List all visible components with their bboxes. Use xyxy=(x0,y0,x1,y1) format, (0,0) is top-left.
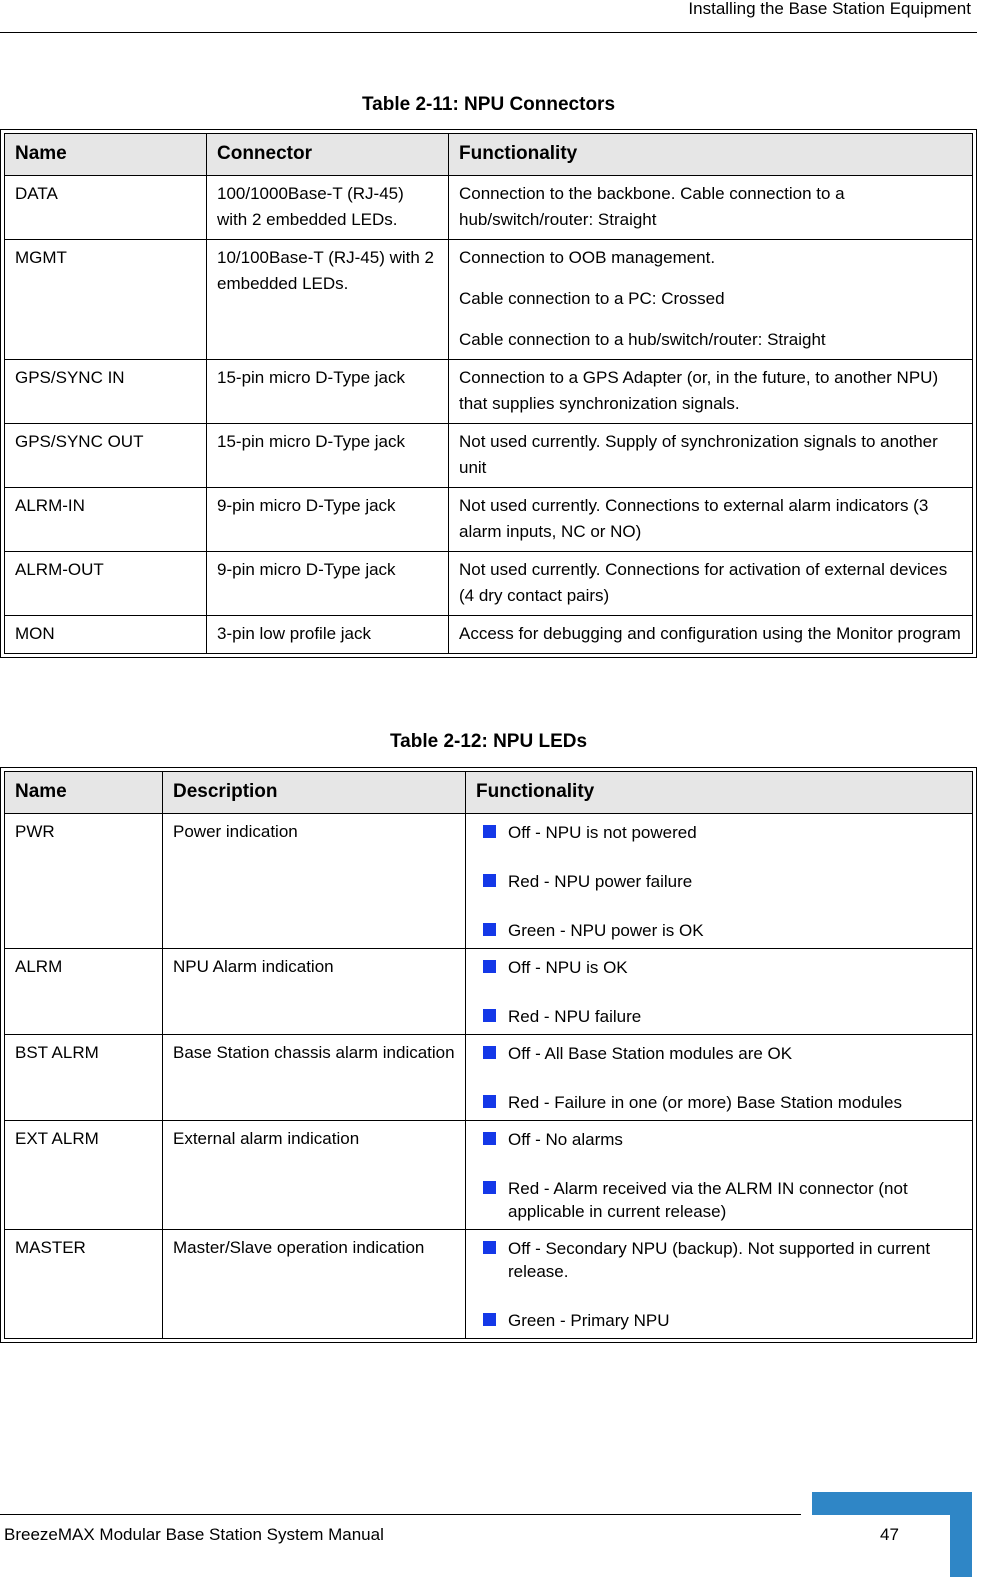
row-connector: 9-pin micro D-Type jack xyxy=(207,488,449,552)
functionality-text: Not used currently. Supply of synchronization signals to another unit xyxy=(459,432,938,477)
row-name: ALRM-IN xyxy=(5,488,207,552)
list-item xyxy=(476,1309,962,1332)
list-item xyxy=(476,1042,962,1065)
functionality-text: Access for debugging and configuration using the Monitor program xyxy=(459,624,961,643)
row-functionality xyxy=(466,814,973,949)
row-functionality xyxy=(449,424,973,488)
row-functionality xyxy=(449,176,973,240)
bullet-text: Red - Alarm received via the ALRM IN connector (not applicable in current release) xyxy=(508,1179,908,1221)
row-name: MON xyxy=(5,616,207,654)
row-connector: 10/100Base-T (RJ-45) with 2 embedded LEDs. xyxy=(207,240,449,360)
functionality-text: Not used currently. Connections to external alarm indicators (3 alarm inputs, NC or NO) xyxy=(459,496,929,541)
square-bullet-icon xyxy=(483,1241,496,1254)
row-functionality xyxy=(449,488,973,552)
leds-header-row xyxy=(5,772,973,814)
row-name: ALRM xyxy=(5,949,163,1035)
row-name: DATA xyxy=(5,176,207,240)
column-header-description: Description xyxy=(163,772,466,814)
table-row xyxy=(5,616,973,654)
list-item xyxy=(476,1237,962,1283)
functionality-text: Connection to OOB management. xyxy=(459,248,716,267)
leds-table xyxy=(0,767,977,1343)
bullet-text: Green - Primary NPU xyxy=(508,1311,670,1330)
corner-accent-side xyxy=(950,1492,972,1577)
list-item xyxy=(476,870,962,893)
page-header xyxy=(0,0,977,33)
row-connector: 100/1000Base-T (RJ-45) with 2 embedded LEDs. xyxy=(207,176,449,240)
row-functionality xyxy=(449,360,973,424)
square-bullet-icon xyxy=(483,1181,496,1194)
table-row xyxy=(5,240,973,360)
table-row xyxy=(5,176,973,240)
row-description: External alarm indication xyxy=(163,1121,466,1230)
table-row xyxy=(5,949,973,1035)
square-bullet-icon xyxy=(483,874,496,887)
functionality-text: Cable connection to a PC: Crossed xyxy=(459,289,725,308)
row-name: MGMT xyxy=(5,240,207,360)
bullet-text: Off - NPU is not powered xyxy=(508,823,697,842)
row-connector: 9-pin micro D-Type jack xyxy=(207,552,449,616)
footer-divider xyxy=(0,1514,801,1515)
corner-accent-bar xyxy=(812,1492,972,1515)
list-item xyxy=(476,1005,962,1028)
row-functionality xyxy=(466,1121,973,1230)
bullet-text: Off - NPU is OK xyxy=(508,958,628,977)
list-item xyxy=(476,1177,962,1223)
row-functionality xyxy=(449,240,973,360)
table-row xyxy=(5,1121,973,1230)
bullet-text: Red - NPU failure xyxy=(508,1007,642,1026)
list-item xyxy=(476,821,962,844)
section-title: Installing the Base Station Equipment xyxy=(688,0,971,18)
row-connector: 15-pin micro D-Type jack xyxy=(207,424,449,488)
bullet-text: Green - NPU power is OK xyxy=(508,921,704,940)
table-row xyxy=(5,814,973,949)
bullet-text: Red - Failure in one (or more) Base Station modules xyxy=(508,1093,903,1112)
table-row xyxy=(5,424,973,488)
page-number: 47 xyxy=(880,1525,899,1544)
row-connector: 15-pin micro D-Type jack xyxy=(207,360,449,424)
column-header-name: Name xyxy=(5,134,207,176)
column-header-functionality: Functionality xyxy=(449,134,973,176)
row-functionality xyxy=(449,552,973,616)
bullet-text: Off - Secondary NPU (backup). Not supported in current release. xyxy=(508,1239,931,1281)
row-description: Power indication xyxy=(163,814,466,949)
connectors-table xyxy=(0,129,977,658)
connectors-table-caption: Table 2-11: NPU Connectors xyxy=(361,94,616,115)
row-description: Base Station chassis alarm indication xyxy=(163,1035,466,1121)
square-bullet-icon xyxy=(483,1132,496,1145)
leds-table-caption: Table 2-12: NPU LEDs xyxy=(389,731,588,752)
square-bullet-icon xyxy=(483,1046,496,1059)
table-row xyxy=(5,488,973,552)
square-bullet-icon xyxy=(483,1009,496,1022)
row-name: MASTER xyxy=(5,1230,163,1339)
table-row xyxy=(5,1035,973,1121)
functionality-text: Connection to a GPS Adapter (or, in the future, to another NPU) that supplies synchronization signals. xyxy=(459,368,939,413)
list-item xyxy=(476,1128,962,1151)
row-name: BST ALRM xyxy=(5,1035,163,1121)
column-header-functionality: Functionality xyxy=(466,772,973,814)
column-header-connector: Connector xyxy=(207,134,449,176)
table-row xyxy=(5,1230,973,1339)
bullet-text: Red - NPU power failure xyxy=(508,872,693,891)
square-bullet-icon xyxy=(483,960,496,973)
list-item xyxy=(476,956,962,979)
row-functionality xyxy=(466,949,973,1035)
row-functionality xyxy=(466,1035,973,1121)
square-bullet-icon xyxy=(483,923,496,936)
bullet-text: Off - No alarms xyxy=(508,1130,623,1149)
square-bullet-icon xyxy=(483,1095,496,1108)
row-functionality xyxy=(466,1230,973,1339)
row-name: EXT ALRM xyxy=(5,1121,163,1230)
row-description: NPU Alarm indication xyxy=(163,949,466,1035)
list-item xyxy=(476,1091,962,1114)
functionality-text: Not used currently. Connections for activation of external devices (4 dry contact pairs) xyxy=(459,560,948,605)
functionality-text: Cable connection to a hub/switch/router: Straight xyxy=(459,330,826,349)
square-bullet-icon xyxy=(483,1313,496,1326)
square-bullet-icon xyxy=(483,825,496,838)
row-name: GPS/SYNC OUT xyxy=(5,424,207,488)
functionality-text: Connection to the backbone. Cable connection to a hub/switch/router: Straight xyxy=(459,184,845,229)
column-header-name: Name xyxy=(5,772,163,814)
row-name: GPS/SYNC IN xyxy=(5,360,207,424)
table-row xyxy=(5,360,973,424)
list-item xyxy=(476,919,962,942)
row-name: ALRM-OUT xyxy=(5,552,207,616)
row-connector: 3-pin low profile jack xyxy=(207,616,449,654)
row-functionality xyxy=(449,616,973,654)
bullet-text: Off - All Base Station modules are OK xyxy=(508,1044,793,1063)
footer-manual-title: BreezeMAX Modular Base Station System Manual xyxy=(4,1525,384,1544)
connectors-header-row xyxy=(5,134,973,176)
row-name: PWR xyxy=(5,814,163,949)
table-row xyxy=(5,552,973,616)
row-description: Master/Slave operation indication xyxy=(163,1230,466,1339)
